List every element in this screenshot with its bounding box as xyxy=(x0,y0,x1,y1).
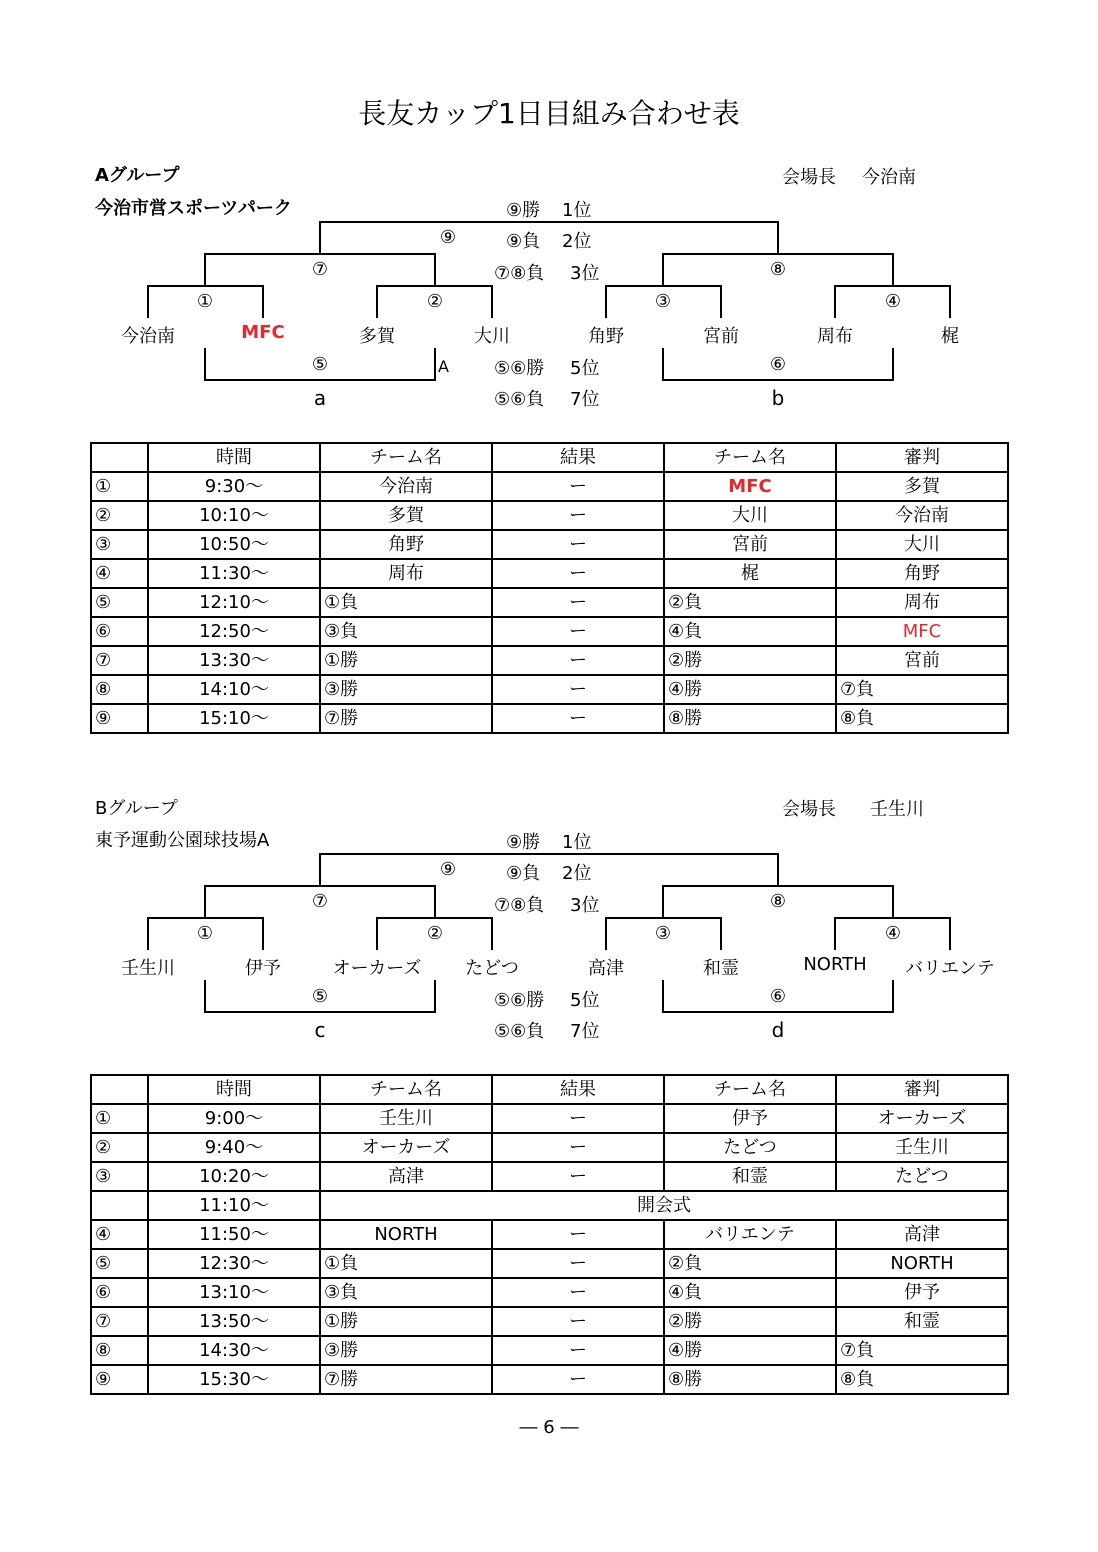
group-b-result-rank-3: 3位 xyxy=(570,895,600,916)
referee: 今治南 xyxy=(836,501,1008,530)
team-home: ⑦勝 xyxy=(320,1365,492,1394)
match-time: 13:30～ xyxy=(148,646,320,675)
group-a-team-1: 今治南 xyxy=(121,326,175,347)
header-cell: 結果 xyxy=(492,443,664,472)
group-b-mark-9: ⑨ xyxy=(439,859,457,880)
group-b-venue: 東予運動公園球技場A xyxy=(95,830,270,851)
match-number: ⑨ xyxy=(91,1365,148,1394)
referee: ⑦負 xyxy=(836,675,1008,704)
match-time: 10:10～ xyxy=(148,501,320,530)
group-a-sub-b: b xyxy=(771,386,785,410)
group-b-team-3: オーカーズ xyxy=(332,958,422,979)
group-a-team-6: 宮前 xyxy=(703,326,739,347)
team-away: たどつ xyxy=(664,1133,836,1162)
team-home: 角野 xyxy=(320,530,492,559)
team-away: MFC xyxy=(664,472,836,501)
group-a-result-mark-5: ⑤⑥勝 xyxy=(494,358,545,379)
match-number: ② xyxy=(91,1133,148,1162)
team-home: ⑦勝 xyxy=(320,704,492,733)
match-time: 9:30～ xyxy=(148,472,320,501)
group-a-sub-a: a xyxy=(313,386,327,410)
group-a-team-8: 梶 xyxy=(941,326,959,347)
group-a-result-rank-2: 2位 xyxy=(562,231,592,252)
referee: NORTH xyxy=(836,1249,1008,1278)
match-number: ⑥ xyxy=(91,1278,148,1307)
group-b-result-mark-3: ⑦⑧負 xyxy=(494,895,545,916)
team-away: 宮前 xyxy=(664,530,836,559)
team-away: ②負 xyxy=(664,588,836,617)
referee: 周布 xyxy=(836,588,1008,617)
team-away: ②勝 xyxy=(664,646,836,675)
group-b-result-mark-2: ⑨負 xyxy=(506,863,541,884)
match-result: ー xyxy=(492,1336,664,1365)
match-number: ④ xyxy=(91,559,148,588)
team-home: 周布 xyxy=(320,559,492,588)
team-away: 梶 xyxy=(664,559,836,588)
table-row xyxy=(91,1307,1008,1336)
header-cell: 審判 xyxy=(836,1075,1008,1104)
group-a-result-rank-1: 1位 xyxy=(562,200,592,221)
team-home: ①勝 xyxy=(320,646,492,675)
match-time: 9:40～ xyxy=(148,1133,320,1162)
group-b-team-2: 伊予 xyxy=(245,958,281,979)
page-title: 長友カップ1日目組み合わせ表 xyxy=(358,97,740,130)
team-away: ②負 xyxy=(664,1249,836,1278)
group-b-result-mark-7: ⑤⑥負 xyxy=(494,1021,545,1042)
match-number: ⑤ xyxy=(91,588,148,617)
match-result: ー xyxy=(492,646,664,675)
group-b-team-5: 高津 xyxy=(588,958,624,979)
match-number: ③ xyxy=(91,1162,148,1191)
match-time: 14:10～ xyxy=(148,675,320,704)
group-a-manager-label: 会場長 xyxy=(782,167,836,188)
header-cell: チーム名 xyxy=(320,443,492,472)
header-cell: 審判 xyxy=(836,443,1008,472)
referee: 角野 xyxy=(836,559,1008,588)
team-home: ①負 xyxy=(320,588,492,617)
group-a-result-mark-7: ⑤⑥負 xyxy=(494,389,545,410)
header-cell: チーム名 xyxy=(664,1075,836,1104)
match-number: ⑥ xyxy=(91,617,148,646)
group-b-manager: 壬生川 xyxy=(870,799,924,820)
match-time: 9:00～ xyxy=(148,1104,320,1133)
team-home: 今治南 xyxy=(320,472,492,501)
header-cell xyxy=(91,1075,148,1104)
group-a-mark-6: ⑥ xyxy=(769,354,787,375)
team-home: ③勝 xyxy=(320,1336,492,1365)
match-number: ② xyxy=(91,501,148,530)
match-result: ー xyxy=(492,1220,664,1249)
table-row xyxy=(91,1278,1008,1307)
page-number: ― 6 ― xyxy=(519,1417,579,1438)
referee: たどつ xyxy=(836,1162,1008,1191)
match-time: 11:10～ xyxy=(148,1191,320,1220)
referee: 高津 xyxy=(836,1220,1008,1249)
match-result: ー xyxy=(492,588,664,617)
table-row xyxy=(91,1104,1008,1133)
referee: 宮前 xyxy=(836,646,1008,675)
group-b-mark-3: ③ xyxy=(654,923,672,944)
referee: 和霊 xyxy=(836,1307,1008,1336)
referee: ⑦負 xyxy=(836,1336,1008,1365)
match-time: 10:20～ xyxy=(148,1162,320,1191)
team-away: ④勝 xyxy=(664,1336,836,1365)
group-b-result-rank-5: 5位 xyxy=(570,990,600,1011)
group-a-team-2: MFC xyxy=(241,322,285,343)
match-time: 15:30～ xyxy=(148,1365,320,1394)
table-row xyxy=(91,1336,1008,1365)
header-cell: チーム名 xyxy=(320,1075,492,1104)
header-cell: 時間 xyxy=(148,443,320,472)
group-b-result-rank-7: 7位 xyxy=(570,1021,600,1042)
team-home: ①勝 xyxy=(320,1307,492,1336)
group-a-mark-9: ⑨ xyxy=(439,227,457,248)
group-a-mark-8: ⑧ xyxy=(769,259,787,280)
match-time: 10:50～ xyxy=(148,530,320,559)
match-time: 15:10～ xyxy=(148,704,320,733)
match-result: ー xyxy=(492,1365,664,1394)
referee: ⑧負 xyxy=(836,704,1008,733)
group-b-name: Bグループ xyxy=(95,798,178,819)
match-result: ー xyxy=(492,1278,664,1307)
group-a-mark-5: ⑤ xyxy=(311,354,329,375)
match-number: ⑧ xyxy=(91,675,148,704)
team-home: 壬生川 xyxy=(320,1104,492,1133)
group-a-result-mark-1: ⑨勝 xyxy=(506,200,541,221)
group-b-schedule-table xyxy=(90,1074,1009,1395)
match-result: ー xyxy=(492,1104,664,1133)
group-b-result-mark-5: ⑤⑥勝 xyxy=(494,990,545,1011)
referee: 多賀 xyxy=(836,472,1008,501)
group-a-side-note: A xyxy=(438,357,449,376)
match-result: ー xyxy=(492,1133,664,1162)
group-a-name: Aグループ xyxy=(95,165,180,186)
referee: ⑧負 xyxy=(836,1365,1008,1394)
team-away: ⑧勝 xyxy=(664,1365,836,1394)
group-a-mark-3: ③ xyxy=(654,291,672,312)
group-b-manager-label: 会場長 xyxy=(782,799,836,820)
group-b-team-6: 和霊 xyxy=(703,958,739,979)
match-number: ⑨ xyxy=(91,704,148,733)
group-b-sub-d: d xyxy=(771,1018,785,1042)
table-row xyxy=(91,1162,1008,1191)
team-home: ③負 xyxy=(320,617,492,646)
group-b-mark-1: ① xyxy=(196,923,214,944)
table-row xyxy=(91,1365,1008,1394)
match-time: 12:30～ xyxy=(148,1249,320,1278)
match-number xyxy=(91,1191,148,1220)
group-a-result-mark-2: ⑨負 xyxy=(506,231,541,252)
match-number: ⑦ xyxy=(91,646,148,675)
referee: 大川 xyxy=(836,530,1008,559)
match-result: ー xyxy=(492,704,664,733)
group-b-result-rank-2: 2位 xyxy=(562,863,592,884)
group-b-mark-5: ⑤ xyxy=(311,986,329,1007)
match-time: 13:50～ xyxy=(148,1307,320,1336)
ceremony-row xyxy=(91,1191,1008,1220)
team-home: 多賀 xyxy=(320,501,492,530)
team-away: ⑧勝 xyxy=(664,704,836,733)
group-a-mark-4: ④ xyxy=(884,291,902,312)
table-row xyxy=(91,1220,1008,1249)
match-number: ① xyxy=(91,1104,148,1133)
group-a-team-5: 角野 xyxy=(588,326,624,347)
group-b-mark-8: ⑧ xyxy=(769,891,787,912)
team-home: ③勝 xyxy=(320,675,492,704)
team-home: オーカーズ xyxy=(320,1133,492,1162)
team-away: 伊予 xyxy=(664,1104,836,1133)
match-number: ① xyxy=(91,472,148,501)
match-result: ー xyxy=(492,1249,664,1278)
group-a-team-4: 大川 xyxy=(474,326,510,347)
team-home: ①負 xyxy=(320,1249,492,1278)
opening-ceremony: 開会式 xyxy=(320,1191,1008,1220)
group-b-mark-7: ⑦ xyxy=(311,891,329,912)
group-b-mark-2: ② xyxy=(426,923,444,944)
referee: オーカーズ xyxy=(836,1104,1008,1133)
group-a-mark-1: ① xyxy=(196,291,214,312)
team-away: 大川 xyxy=(664,501,836,530)
group-a-manager: 今治南 xyxy=(862,167,916,188)
match-number: ⑧ xyxy=(91,1336,148,1365)
match-result: ー xyxy=(492,530,664,559)
referee: MFC xyxy=(836,617,1008,646)
team-away: 和霊 xyxy=(664,1162,836,1191)
match-result: ー xyxy=(492,472,664,501)
match-result: ー xyxy=(492,559,664,588)
match-time: 14:30～ xyxy=(148,1336,320,1365)
referee: 伊予 xyxy=(836,1278,1008,1307)
match-result: ー xyxy=(492,675,664,704)
group-a-mark-2: ② xyxy=(426,291,444,312)
group-a-result-rank-5: 5位 xyxy=(570,358,600,379)
team-away: ④負 xyxy=(664,617,836,646)
group-b-mark-6: ⑥ xyxy=(769,986,787,1007)
match-time: 11:30～ xyxy=(148,559,320,588)
group-a-venue: 今治市営スポーツパーク xyxy=(95,198,292,219)
match-number: ④ xyxy=(91,1220,148,1249)
match-time: 13:10～ xyxy=(148,1278,320,1307)
group-a-result-mark-3: ⑦⑧負 xyxy=(494,263,545,284)
group-b-team-8: バリエンテ xyxy=(905,958,995,979)
team-away: ②勝 xyxy=(664,1307,836,1336)
team-home: 高津 xyxy=(320,1162,492,1191)
group-b-team-7: NORTH xyxy=(803,954,867,975)
match-result: ー xyxy=(492,501,664,530)
group-b-mark-4: ④ xyxy=(884,923,902,944)
header-cell: 時間 xyxy=(148,1075,320,1104)
header-cell: チーム名 xyxy=(664,443,836,472)
match-result: ー xyxy=(492,1162,664,1191)
team-away: ④勝 xyxy=(664,675,836,704)
team-home: NORTH xyxy=(320,1220,492,1249)
group-b-result-rank-1: 1位 xyxy=(562,832,592,853)
match-number: ⑤ xyxy=(91,1249,148,1278)
group-a-result-rank-3: 3位 xyxy=(570,263,600,284)
team-away: ④負 xyxy=(664,1278,836,1307)
match-number: ③ xyxy=(91,530,148,559)
group-b-result-mark-1: ⑨勝 xyxy=(506,832,541,853)
match-time: 12:10～ xyxy=(148,588,320,617)
group-b-team-4: たどつ xyxy=(465,958,519,979)
table-row xyxy=(91,1249,1008,1278)
table-header-row xyxy=(91,1075,1008,1104)
match-result: ー xyxy=(492,1307,664,1336)
group-a-team-3: 多賀 xyxy=(359,326,395,347)
group-a-result-rank-7: 7位 xyxy=(570,389,600,410)
match-number: ⑦ xyxy=(91,1307,148,1336)
group-a-team-7: 周布 xyxy=(817,326,853,347)
referee: 壬生川 xyxy=(836,1133,1008,1162)
table-row xyxy=(91,1133,1008,1162)
header-cell: 結果 xyxy=(492,1075,664,1104)
match-result: ー xyxy=(492,617,664,646)
team-home: ③負 xyxy=(320,1278,492,1307)
team-away: バリエンテ xyxy=(664,1220,836,1249)
group-b-team-1: 壬生川 xyxy=(121,958,175,979)
group-b-sub-c: c xyxy=(314,1018,326,1042)
match-time: 12:50～ xyxy=(148,617,320,646)
match-time: 11:50～ xyxy=(148,1220,320,1249)
group-a-mark-7: ⑦ xyxy=(311,259,329,280)
